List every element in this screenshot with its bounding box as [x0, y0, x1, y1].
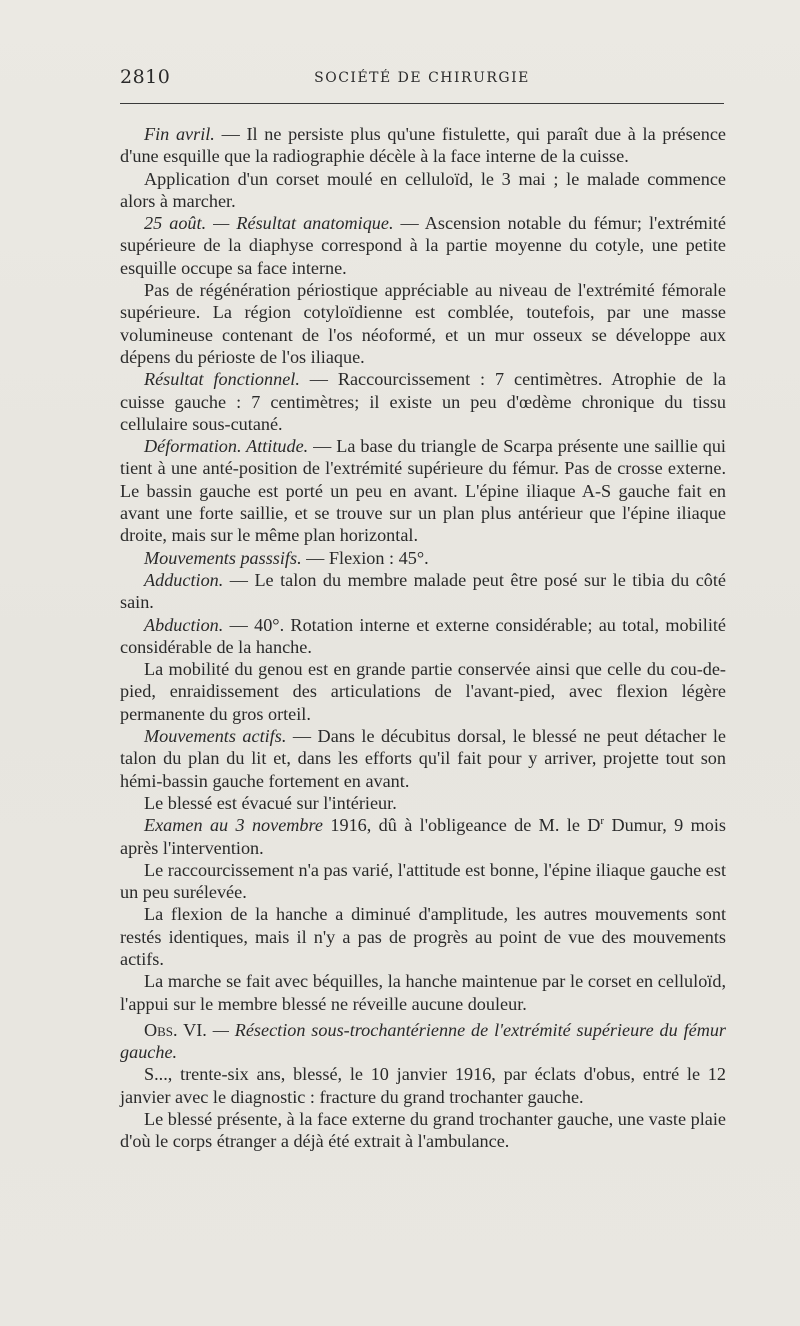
paragraph-text: Le blessé est évacué sur l'intérieur. — [144, 792, 397, 813]
paragraph-text: — Flexion : 45°. — [301, 547, 429, 568]
paragraph-text: 1916, dû à l'obligeance de M. le D — [323, 815, 601, 836]
observation-heading — [120, 1019, 726, 1064]
page-number: 2810 — [120, 66, 171, 88]
paragraph-case-intro — [120, 1063, 726, 1108]
paragraph-mouvements-actifs — [120, 725, 726, 792]
paragraph-case-wound — [120, 1108, 726, 1153]
paragraph-resultat-anatomique — [120, 212, 726, 279]
paragraph-lead: Résultat fonctionnel. — [144, 369, 300, 390]
paragraph-flexion-hanche — [120, 903, 726, 970]
paragraph-text: — Dans le décubitus dorsal, le blessé ne peut détacher le talon du plan du lit et, dans les efforts qu'il fait pour y arriver, projette tout son hémi-bassin gauche fortement en avant. — [120, 726, 727, 791]
paragraph-text: Le blessé présente, à la face externe du grand trochanter gauche, une vaste plaie d'où le corps étranger a déjà été extrait à l'ambulance. — [120, 1109, 726, 1152]
paragraph-deformation — [120, 435, 726, 546]
running-title: SOCIÉTÉ DE CHIRURGIE — [314, 70, 530, 86]
paragraph-text: — 40°. Rotation interne et externe considérable; au total, mobilité considérable de la hanche. — [120, 614, 726, 657]
paragraph-examen-novembre — [120, 814, 726, 859]
paragraph-application-corset — [120, 168, 726, 213]
paragraph-text: Le raccourcissement n'a pas varié, l'attitude est bonne, l'épine iliaque gauche est un peu surélevée. — [120, 859, 726, 903]
superscript: r — [600, 815, 605, 828]
paragraph-text: La marche se fait avec béquilles, la hanche maintenue par le corset en celluloïd, l'appui sur le membre blessé ne réveille aucune douleur. — [120, 971, 726, 1014]
paragraph-marche — [120, 970, 726, 1015]
paragraph-text: Application d'un corset moulé en celluloïd, le 3 mai ; le malade commence alors à marcher. — [120, 168, 726, 211]
paragraph-lead: Adduction. — [144, 569, 224, 590]
paragraph-lead: 25 août. — Résultat anatomique. — [144, 213, 394, 234]
paragraph-text: — La base du triangle de Scarpa présente une saillie qui tient à une anté-position de l'extrémité supérieure du fémur. Pas de crosse externe. Le bassin gauche est porté un peu en avant. L'épine iliaque A-S gauche fait en avant une forte saillie, et se trouve sur un plan plus antérieur que l'épine iliaque droite, mais sur le même plan horizontal. — [120, 436, 726, 546]
header-rule — [120, 103, 724, 104]
paragraph-regeneration — [120, 279, 726, 368]
paragraph-text: — Le talon du membre malade peut être posé sur le tibia du côté sain. — [120, 569, 726, 613]
paragraph-lead: Mouvements passsifs. — [144, 547, 302, 568]
paragraph-abduction — [120, 614, 726, 659]
observation-title: — Résection sous-trochantérienne de l'extrémité supérieure du fémur gauche. — [120, 1019, 726, 1063]
paragraph-lead: Fin avril. — [144, 124, 215, 144]
paragraph-lead: Mouvements actifs. — [144, 726, 287, 747]
paragraph-raccourcissement — [120, 859, 726, 904]
paragraph-lead: Abduction. — [144, 614, 224, 635]
paragraph-lead: Déformation. Attitude. — [144, 436, 309, 457]
paragraph-text: — Il ne persiste plus qu'une fistulette, qui paraît due à la présence d'une esquille que la radiographie décèle à la face interne de la cuisse. — [120, 124, 726, 167]
paragraph-mouvements-passifs — [120, 547, 726, 569]
paragraph-lead: Examen au 3 novembre — [144, 815, 324, 836]
observation-label: Obs. VI. — [144, 1019, 207, 1040]
paragraph-text-continued: Dumur, 9 mois après l'intervention. — [120, 815, 726, 858]
paragraph-evacue — [120, 792, 726, 814]
paragraph-mobilite-genou — [120, 658, 726, 725]
paragraph-text: La flexion de la hanche a diminué d'amplitude, les autres mouvements sont restés identiques, mais il n'y a pas de progrès au point de vue des mouvements actifs. — [120, 904, 726, 969]
paragraph-text: S..., trente-six ans, blessé, le 10 janvier 1916, par éclats d'obus, entré le 12 janvier avec le diagnostic : fracture du grand trochanter gauche. — [120, 1064, 726, 1107]
paragraph-text: — Raccourcissement : 7 centimètres. Atrophie de la cuisse gauche : 7 centimètres; il existe un peu d'œdème chronique du tissu cellulaire sous-cutané. — [120, 369, 726, 434]
body-text — [120, 123, 726, 1153]
paragraph-fin-avril — [120, 123, 726, 168]
paragraph-text: La mobilité du genou est en grande partie conservée ainsi que celle du cou-de-pied, enraidissement des articulations de l'avant-pied, avec flexion légère permanente du gros orteil. — [120, 659, 726, 724]
paragraph-text: Pas de régénération périostique appréciable au niveau de l'extrémité fémorale supérieure. La région cotyloïdienne est comblée, toutefois, par une masse volumineuse contenant de l'os néoformé, et un mur osseux se développe aux dépens du périoste de l'os iliaque. — [120, 280, 726, 367]
paragraph-text: — Ascension notable du fémur; l'extrémité supérieure de la diaphyse correspond à la partie moyenne du cotyle, une petite esquille occupe sa face interne. — [120, 213, 726, 278]
paragraph-resultat-fonctionnel — [120, 368, 726, 435]
paragraph-adduction — [120, 569, 726, 614]
running-head — [120, 66, 724, 90]
